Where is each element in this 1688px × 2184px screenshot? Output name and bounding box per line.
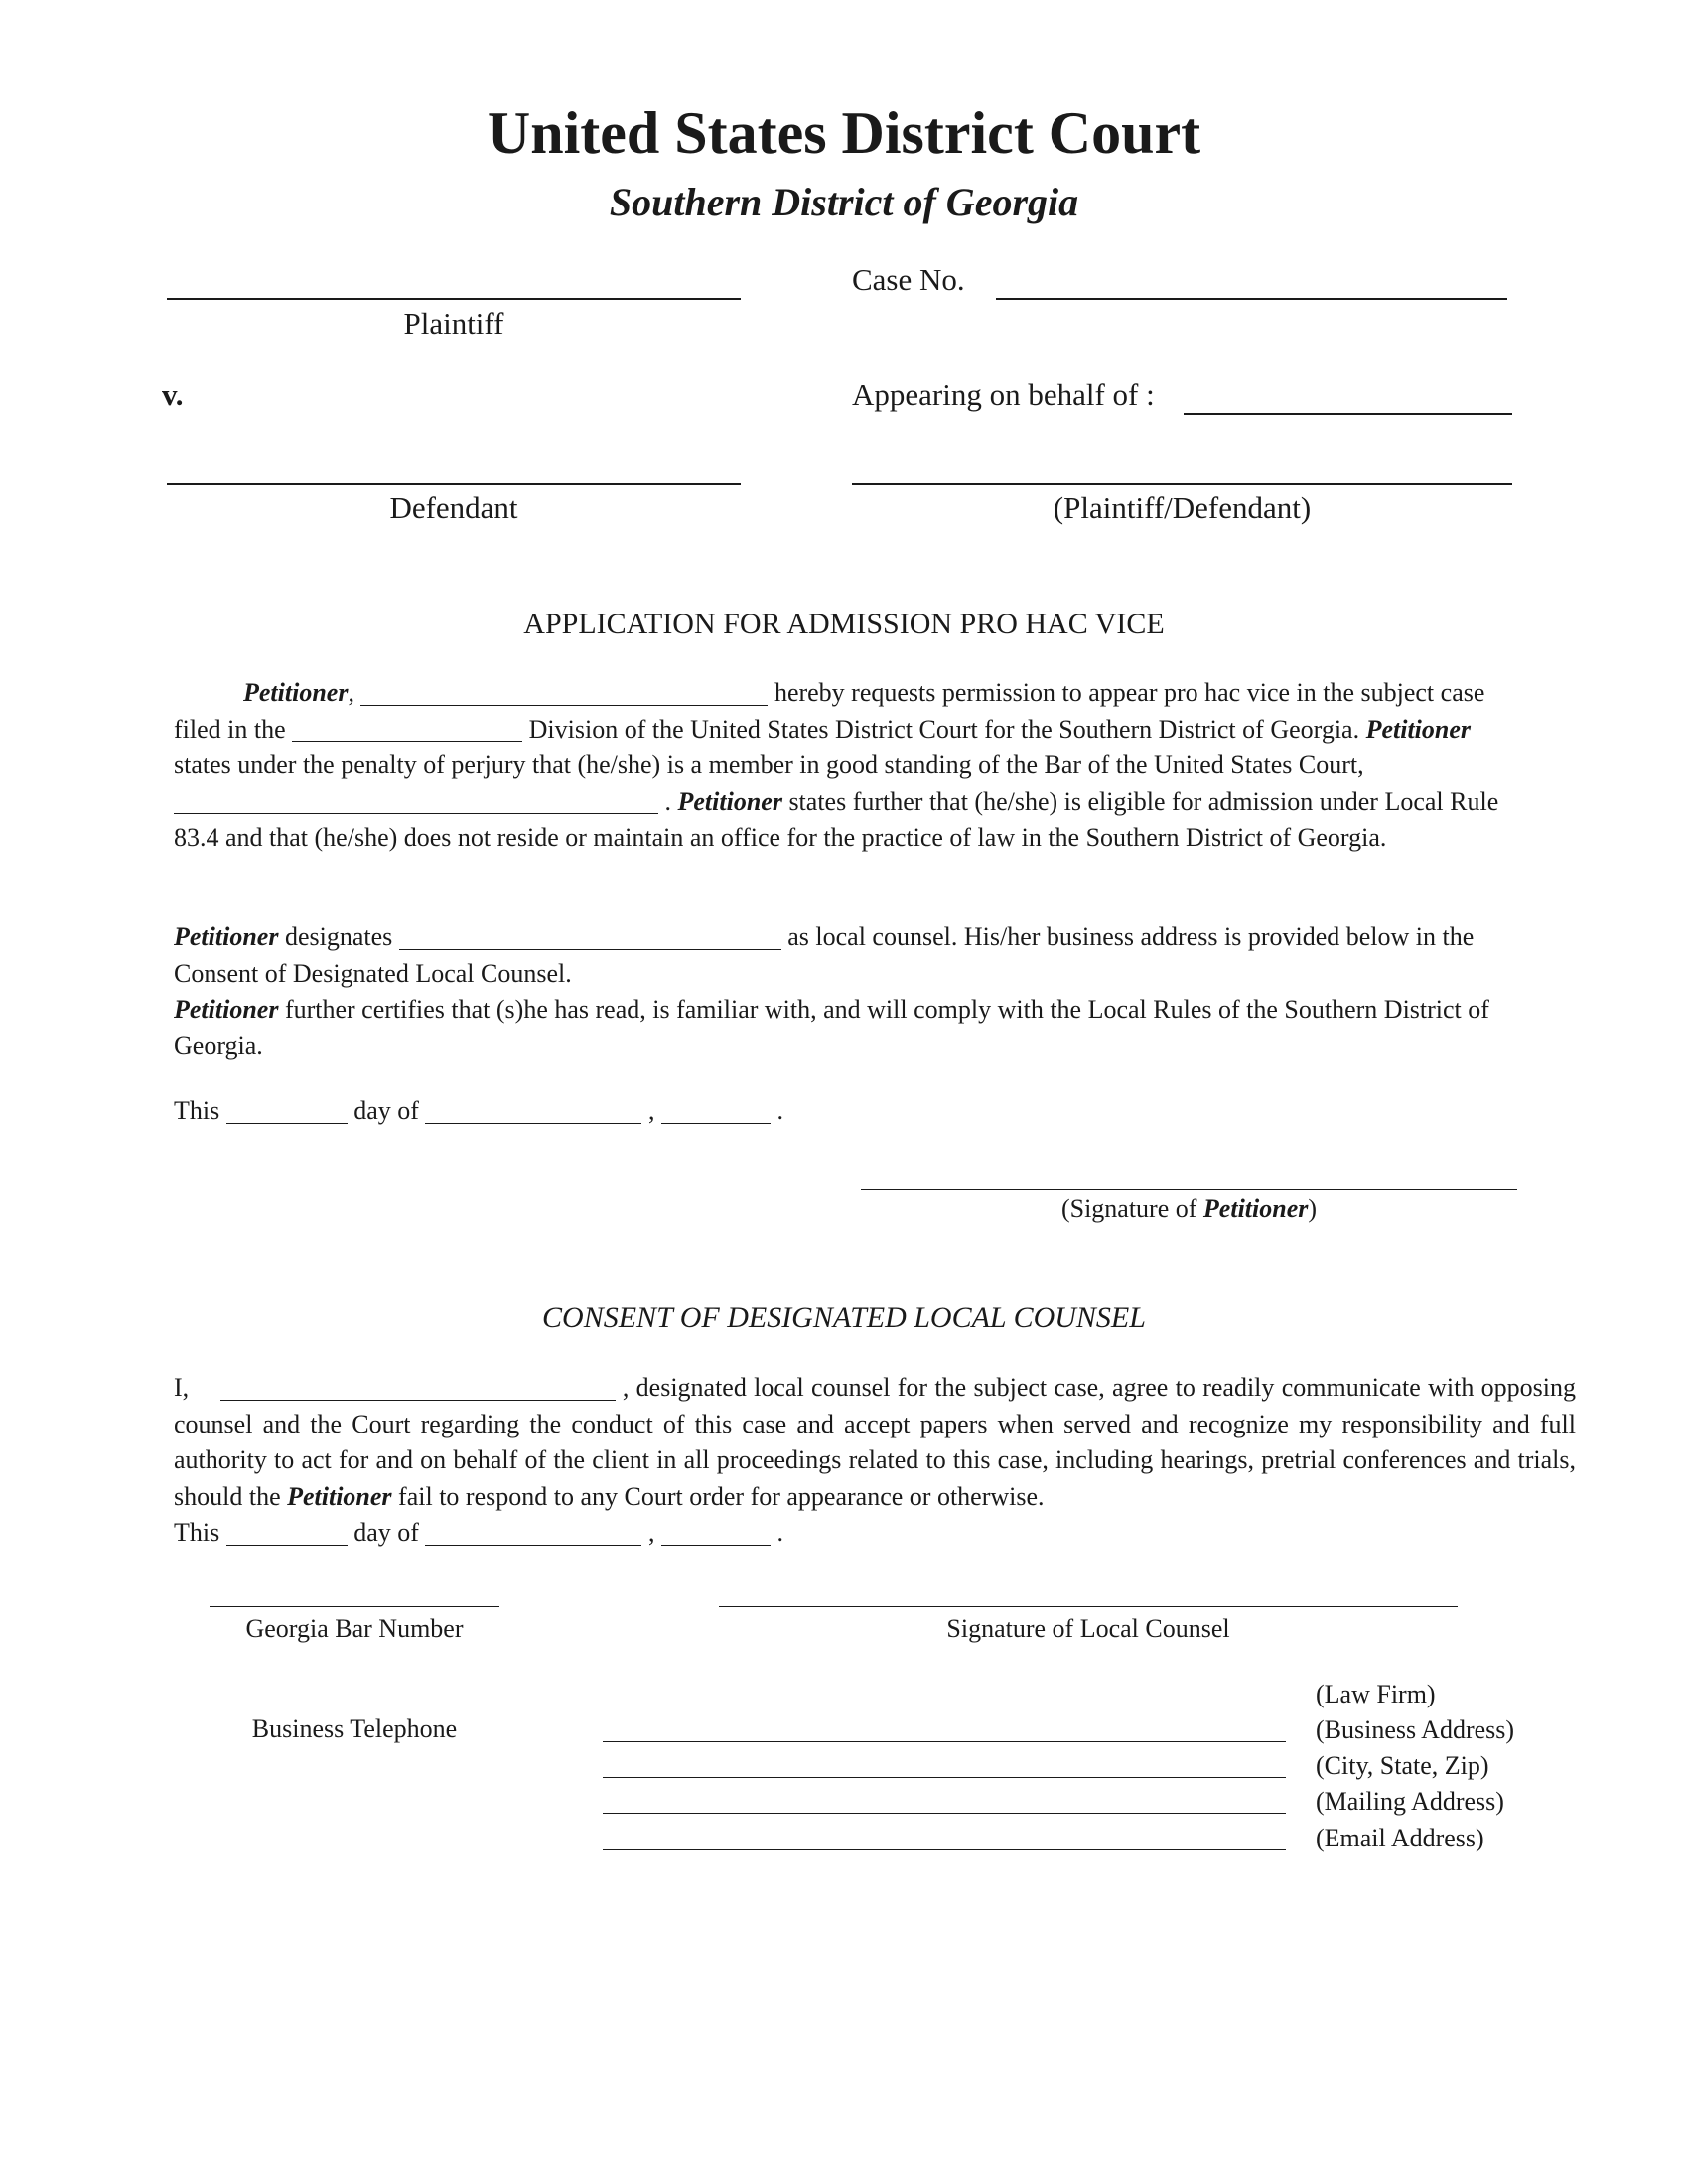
- city-state-zip-line[interactable]: [603, 1777, 1286, 1778]
- mailing-address-label: (Mailing Address): [1316, 1787, 1504, 1816]
- local-counsel-signature-line[interactable]: [719, 1606, 1458, 1607]
- plaintiff-line[interactable]: [167, 298, 741, 300]
- p2-text-a: designates: [284, 922, 393, 951]
- petitioner-term: Petitioner: [174, 922, 279, 951]
- petitioner-signature-label: [861, 1191, 1517, 1228]
- bar-number-label: Georgia Bar Number: [245, 1614, 464, 1643]
- date-period: .: [776, 1096, 783, 1125]
- p2-text-b: as local counsel. His/her business address is provided below in the Consent of Designated Local Counsel.: [174, 922, 1475, 988]
- party-line[interactable]: [852, 483, 1512, 485]
- local-counsel-signature-label: Signature of Local Counsel: [946, 1614, 1230, 1643]
- signature-close-text: ): [1308, 1194, 1318, 1223]
- application-paragraph-2: [174, 919, 1509, 1064]
- date-day-of: day of: [353, 1518, 419, 1547]
- petitioner-name-blank[interactable]: [360, 679, 768, 706]
- law-firm-label: (Law Firm): [1316, 1680, 1436, 1708]
- counsel-name-blank[interactable]: [220, 1374, 616, 1401]
- email-address-label: (Email Address): [1316, 1824, 1484, 1852]
- consent-year-blank[interactable]: [661, 1519, 771, 1546]
- application-paragraph-1: [174, 675, 1509, 857]
- petitioner-term: Petitioner: [287, 1481, 392, 1511]
- versus-label: v.: [162, 377, 184, 412]
- consent-heading: CONSENT OF DESIGNATED LOCAL COUNSEL: [542, 1301, 1146, 1334]
- court-title: United States District Court: [487, 100, 1201, 166]
- date-period: .: [776, 1518, 783, 1547]
- p1-text-f: states further that (he/she) is eligible for admission under Local Rule 83.4 and that (he/she) does not reside or maintain an office for the practice of law in the Southern District of Georgia.: [174, 786, 1499, 852]
- appearing-line[interactable]: [1184, 413, 1512, 415]
- mailing-address-line[interactable]: [603, 1813, 1286, 1814]
- p1-text-b: hereby requests permission to appear pro hac vice in the subject case filed in the: [174, 678, 1485, 744]
- telephone-label: Business Telephone: [251, 1714, 458, 1743]
- consent-i: I,: [174, 1373, 190, 1402]
- district-subtitle: Southern District of Georgia: [609, 180, 1079, 224]
- bar-number-line[interactable]: [210, 1606, 499, 1607]
- application-date-line: [174, 1093, 783, 1130]
- application-heading: APPLICATION FOR ADMISSION PRO HAC VICE: [523, 608, 1165, 640]
- petitioner-term: Petitioner: [1202, 1194, 1309, 1223]
- petitioner-term: Petitioner: [174, 995, 279, 1024]
- signature-open-text: (Signature of: [1060, 1194, 1197, 1223]
- date-day-of: day of: [353, 1096, 419, 1125]
- date-comma: ,: [647, 1518, 655, 1547]
- case-no-label: Case No.: [852, 262, 965, 297]
- year-blank[interactable]: [661, 1097, 771, 1124]
- city-state-zip-label: (City, State, Zip): [1316, 1751, 1489, 1780]
- p3-text: further certifies that (s)he has read, is familiar with, and will comply with the Local Rules of the Southern District of Georgia.: [174, 995, 1489, 1060]
- local-counsel-name-blank[interactable]: [399, 923, 781, 950]
- p1-text-e: .: [664, 786, 671, 816]
- email-address-line[interactable]: [603, 1849, 1286, 1850]
- date-comma: ,: [647, 1096, 655, 1125]
- petitioner-term: Petitioner: [243, 678, 349, 707]
- consent-day-blank[interactable]: [226, 1519, 348, 1546]
- date-this: This: [174, 1518, 220, 1547]
- consent-date-line: [174, 1515, 783, 1552]
- defendant-line[interactable]: [167, 483, 741, 485]
- plaintiff-label: Plaintiff: [403, 306, 504, 341]
- division-blank[interactable]: [292, 715, 522, 742]
- consent-paragraph: [174, 1370, 1576, 1515]
- consent-text-b: fail to respond to any Court order for appearance or otherwise.: [398, 1481, 1045, 1511]
- p1-text-c: Division of the United States District Court for the Southern District of Georgia.: [528, 714, 1360, 744]
- consent-month-blank[interactable]: [425, 1519, 641, 1546]
- month-blank[interactable]: [425, 1097, 641, 1124]
- business-address-label: (Business Address): [1316, 1715, 1515, 1744]
- date-this: This: [174, 1096, 220, 1125]
- defendant-label: Defendant: [389, 490, 518, 525]
- business-address-line[interactable]: [603, 1741, 1286, 1742]
- party-label: (Plaintiff/Defendant): [1053, 490, 1312, 525]
- appearing-label: Appearing on behalf of :: [852, 377, 1155, 412]
- petitioner-term: Petitioner: [677, 786, 782, 816]
- consent-text-a: , designated local counsel for the subject case, agree to readily communicate with opposing counsel and the Court regarding the conduct of this case and accept papers when served and recognize my responsibility and full authority to act for and on behalf of the client in all proceedings related to this case, including hearings, pretrial conferences and trials, should the: [174, 1373, 1576, 1511]
- text-comma: ,: [348, 678, 354, 707]
- day-blank[interactable]: [226, 1097, 348, 1124]
- petitioner-signature-line[interactable]: [861, 1189, 1517, 1190]
- petitioner-term: Petitioner: [1365, 714, 1472, 744]
- bar-court-blank[interactable]: [174, 787, 658, 814]
- case-no-line[interactable]: [996, 298, 1507, 300]
- p1-text-d: states under the penalty of perjury that (he/she) is a member in good standing of the Bar of the United States Court,: [174, 751, 1364, 779]
